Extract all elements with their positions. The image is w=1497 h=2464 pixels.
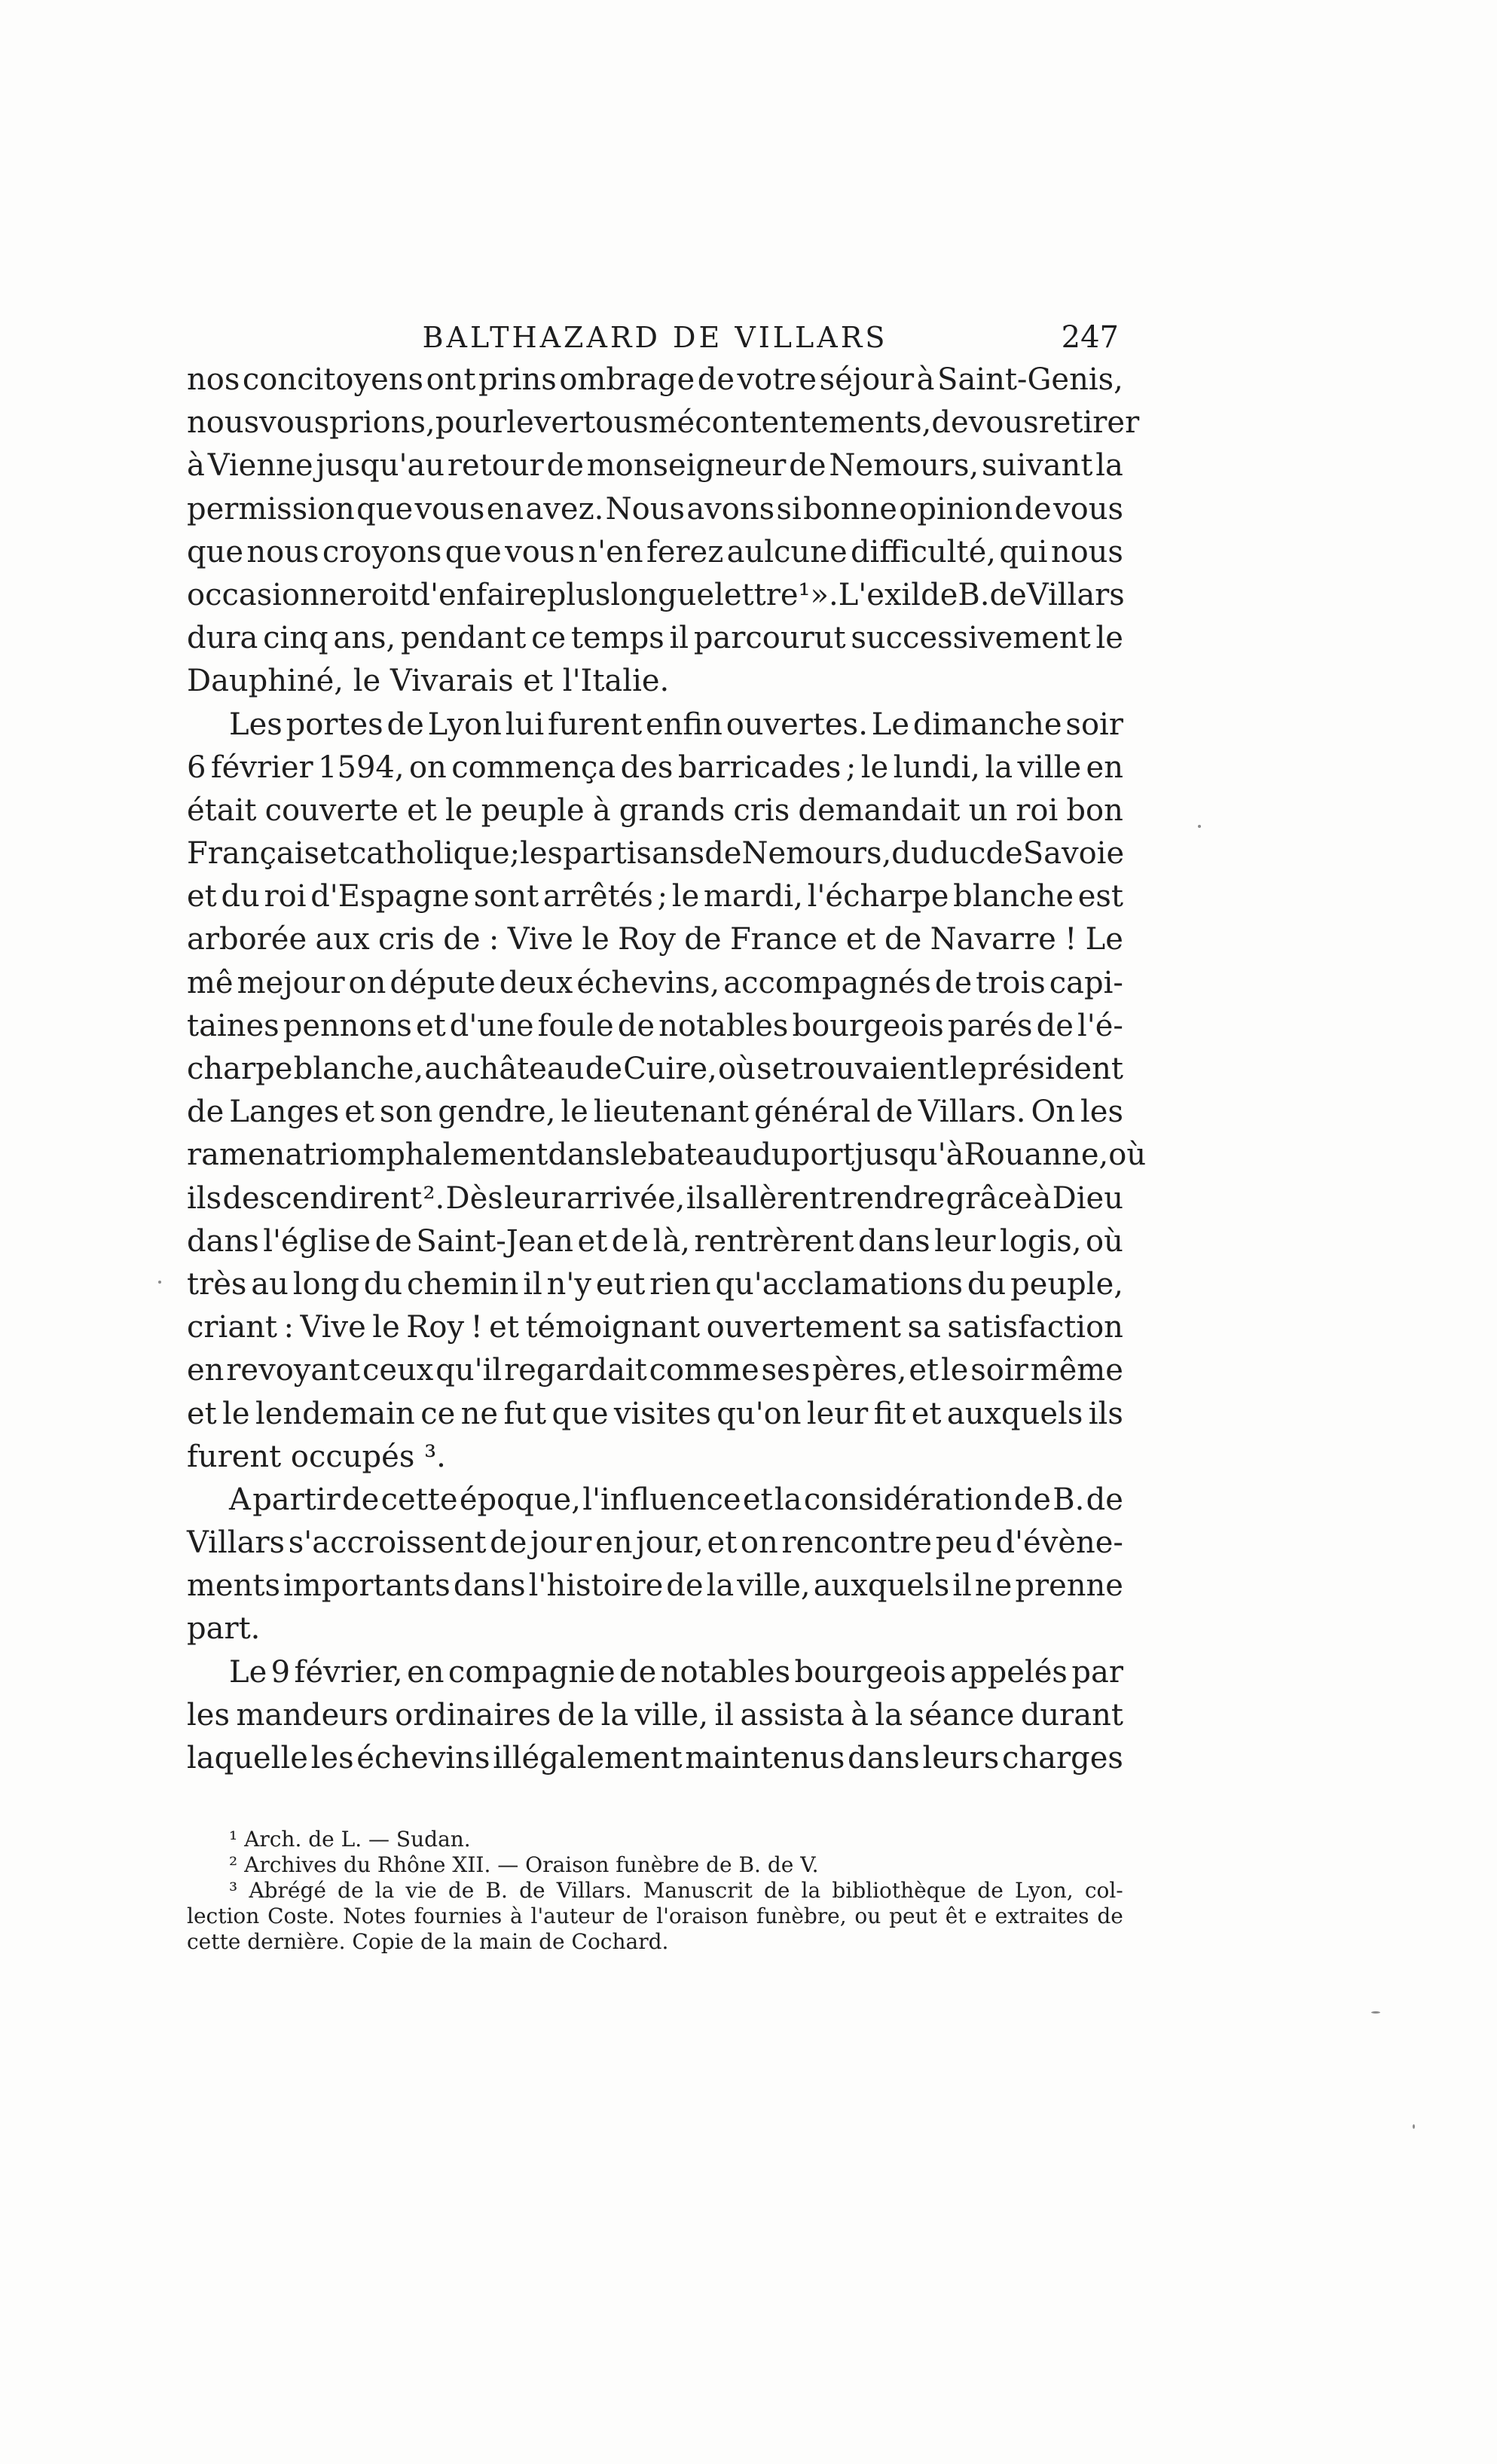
text-line: arborée aux cris de : Vive le Roy de France et de Navarre ! Le bbox=[187, 922, 1123, 957]
scan-speck bbox=[1413, 2124, 1415, 2129]
text-line: taines pennons et d'une foule de notables bourgeois parés de l'é- bbox=[187, 1008, 1123, 1043]
text-line: charpe blanche, au château de Cuire, où se trouvaient le président bbox=[187, 1052, 1123, 1086]
text-line: Les portes de Lyon lui furent enfin ouvertes. Le dimanche soir bbox=[229, 707, 1123, 742]
text-line: Le 9 février, en compagnie de notables bourgeois appelés par bbox=[229, 1654, 1123, 1690]
text-line: était couverte et le peuple à grands cris demandait un roi bon bbox=[187, 792, 1123, 828]
text-line: Dauphiné, le Vivarais et l'Italie. bbox=[187, 664, 670, 699]
text-line: ramena triomphalement dans le bateau du port jusqu'à Rouanne, où bbox=[187, 1137, 1147, 1173]
text-line: ils descendirent ². Dès leur arrivée, ils allèrent rendre grâce à Dieu bbox=[187, 1180, 1123, 1216]
text-line: A partir de cette époque, l'influence et la considération de B. de bbox=[229, 1482, 1123, 1517]
footnote-line: ² Archives du Rhône XII. — Oraison funèbre de B. de V. bbox=[229, 1852, 819, 1877]
text-line: furent occupés ³. bbox=[187, 1439, 446, 1474]
running-title: BALTHAZARD DE VILLARS bbox=[422, 321, 888, 354]
scan-speck bbox=[1198, 825, 1201, 828]
footnote-line: cette dernière. Copie de la main de Cochard. bbox=[187, 1929, 669, 1954]
text-line: en revoyant ceux qu'il regardait comme ses pères, et le soir même bbox=[187, 1353, 1123, 1388]
page-number: 247 bbox=[1061, 320, 1119, 355]
text-line: nos concitoyens ont prins ombrage de votre séjour à Saint-Genis, bbox=[187, 362, 1123, 397]
text-line: Villars s'accroissent de jour en jour, et on rencontre peu d'évène- bbox=[187, 1525, 1123, 1561]
footnote-line: ¹ Arch. de L. — Sudan. bbox=[229, 1827, 471, 1852]
text-line: et du roi d'Espagne sont arrêtés ; le mardi, l'écharpe blanche est bbox=[187, 879, 1123, 914]
scan-speck bbox=[1371, 2011, 1380, 2014]
text-line: les mandeurs ordinaires de la ville, il assista à la séance durant bbox=[187, 1697, 1123, 1733]
footnote-line: lection Coste. Notes fournies à l'auteur de l'oraison funèbre, ou peut êt e extraites de bbox=[187, 1904, 1123, 1928]
scan-speck bbox=[158, 1281, 161, 1284]
text-line: nous vous prions, pour lever tous mécontentements, de vous retirer bbox=[187, 405, 1140, 441]
text-line: très au long du chemin il n'y eut rien qu'acclamations du peuple, bbox=[187, 1266, 1123, 1302]
footnote-line: ³ Abrégé de la vie de B. de Villars. Manuscrit de la bibliothèque de Lyon, col- bbox=[229, 1878, 1123, 1903]
text-line: laquelle les échevins illégalement maintenus dans leurs charges bbox=[187, 1741, 1123, 1775]
text-line: que nous croyons que vous n'en ferez aulcune difficulté, qui nous bbox=[187, 534, 1123, 569]
text-line: occasionneroit d'en faire plus longue lettre¹ ». L'exil de B. de Villars bbox=[187, 577, 1125, 612]
running-head bbox=[187, 315, 1123, 360]
footnotes bbox=[187, 1827, 1123, 1955]
text-line: Français et catholique ; les partisans de Nemours, du duc de Savoie bbox=[187, 836, 1125, 872]
text-line: permission que vous en avez. Nous avons si bonne opinion de vous bbox=[187, 491, 1123, 527]
text-line: et le lendemain ce ne fut que visites qu'on leur fit et auxquels ils bbox=[187, 1396, 1123, 1431]
text-line: de Langes et son gendre, le lieutenant général de Villars. On les bbox=[187, 1095, 1123, 1130]
body-text bbox=[187, 359, 1147, 1780]
text-line: criant : Vive le Roy ! et témoignant ouvertement sa satisfaction bbox=[187, 1310, 1123, 1345]
text-line: part. bbox=[187, 1611, 261, 1647]
text-line: ments importants dans l'histoire de la ville, auxquels il ne prenne bbox=[187, 1568, 1123, 1604]
text-line: mê mejour on députe deux échevins, accompagnés de trois capi- bbox=[187, 965, 1123, 1000]
text-line: à Vienne jusqu'au retour de monseigneur de Nemours, suivant la bbox=[187, 448, 1123, 484]
text-line: dans l'église de Saint-Jean et de là, rentrèrent dans leur logis, où bbox=[187, 1223, 1123, 1259]
text-line: 6 février 1594, on commença des barricades ; le lundi, la ville en bbox=[187, 750, 1123, 785]
text-line: dura cinq ans, pendant ce temps il parcourut successivement le bbox=[187, 621, 1123, 656]
